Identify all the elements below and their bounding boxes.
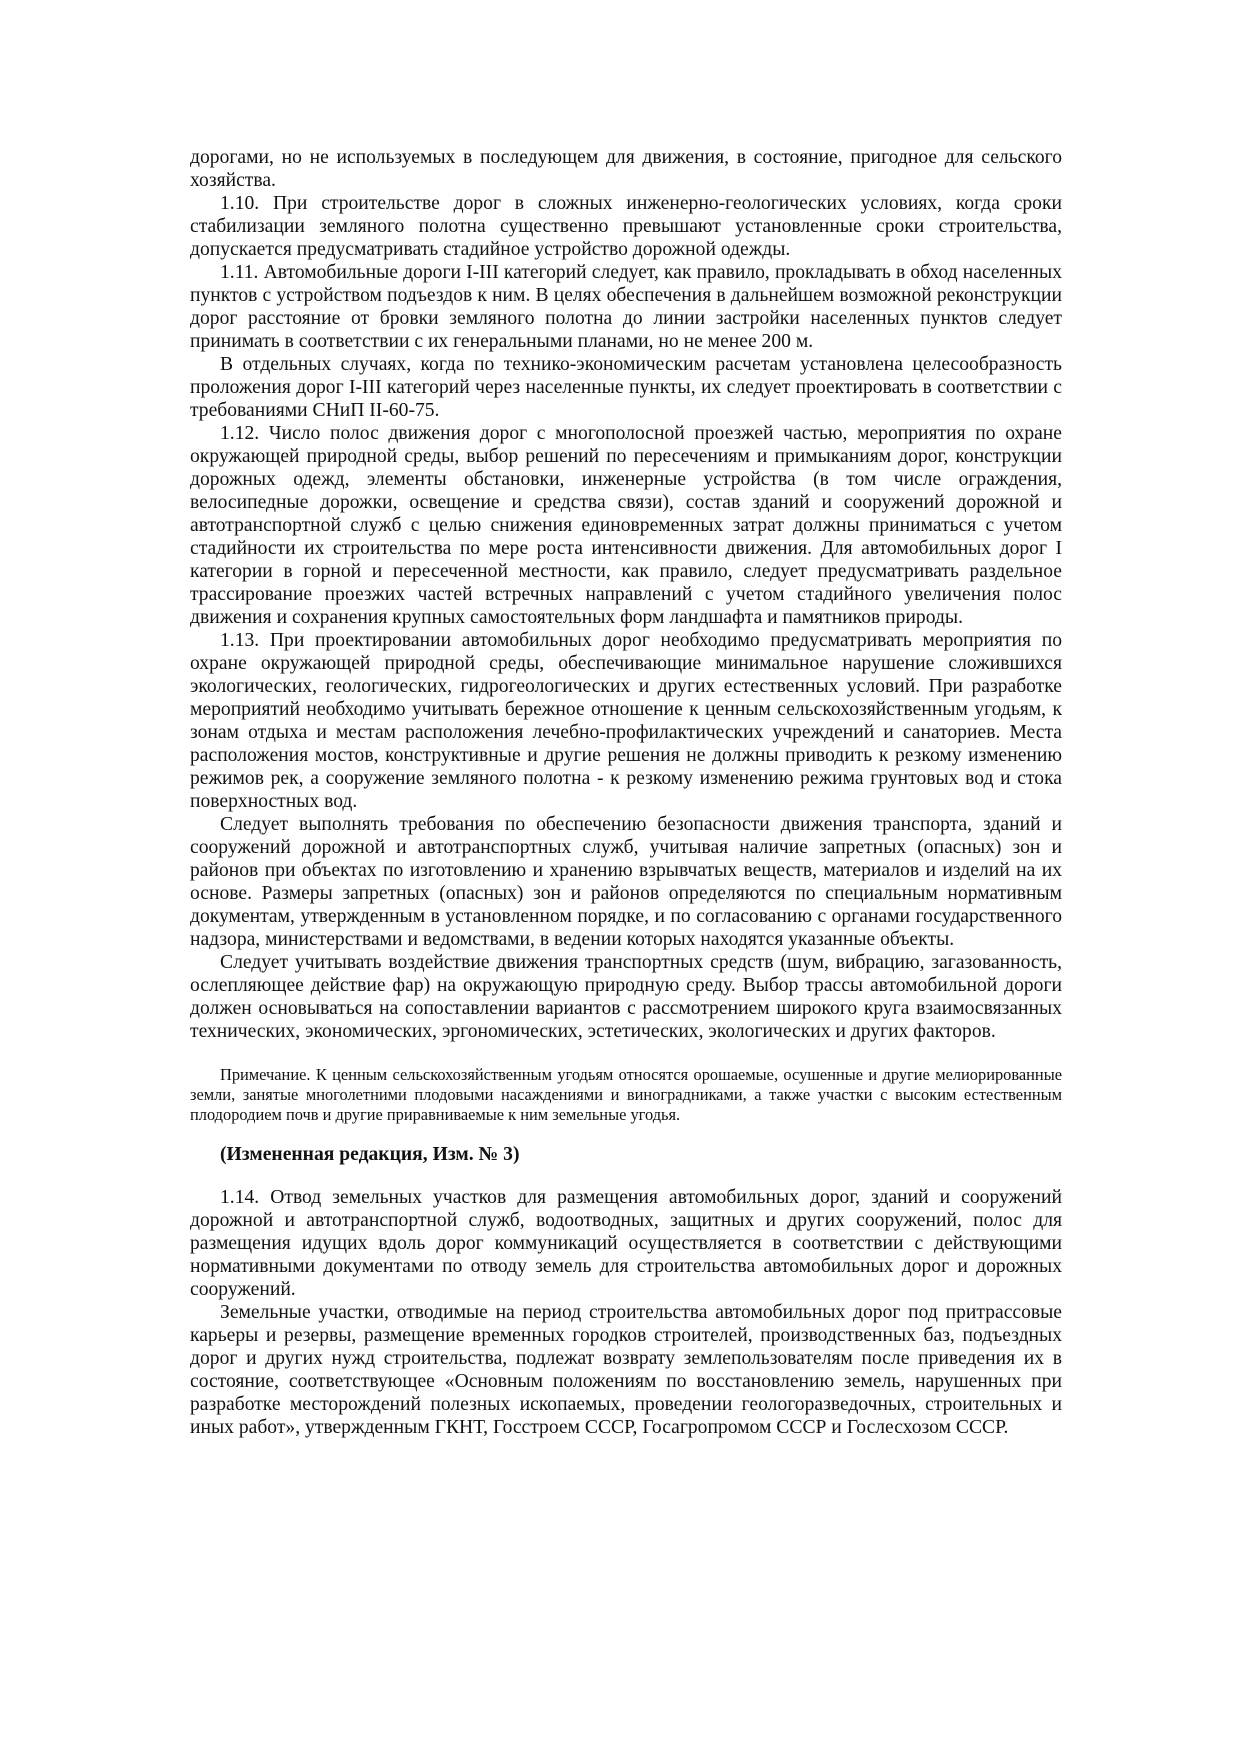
note: Примечание. К ценным сельскохозяйственным угодьям относятся орошаемые, осушенные и другие мелиорированные земли, занятые многолетними плодовыми насаждениями и виноградниками, а также участки с высоким естественным плодородием почв и другие приравниваемые к ним земельные угодья. xyxy=(190,1065,1062,1124)
paragraph-1-10: 1.10. При строительстве дорог в сложных инженерно-геологических условиях, когда сроки стабилизации земляного полотна существенно превышают установленные сроки строительства, допускается предусматривать стадийное устройство дорожной одежды. xyxy=(190,193,1062,260)
paragraph-1-12: 1.12. Число полос движения дорог с многополосной проезжей частью, мероприятия по охране окружающей природной среды, выбор решений по пересечениям и примыканиям дорог, конструкции дорожных одежд, элементы обстановки, инженерные устройства (в том числе ограждения, велосипедные дорожки, освещение и средства связи), состав зданий и сооружений дорожной и автотранспортной служб с целью снижения единовременных затрат должны приниматься с учетом стадийности их строительства по мере роста интенсивности движения. Для автомобильных дорог I категории в горной и пересеченной местности, как правило, следует предусматривать раздельное трассирование проезжих частей встречных направлений с учетом стадийного увеличения полос движения и сохранения крупных самостоятельных форм ландшафта и памятников природы. xyxy=(190,423,1062,628)
paragraph-1-14-cont: Земельные участки, отводимые на период строительства автомобильных дорог под притрассовые карьеры и резервы, размещение временных городков строителей, производственных баз, подъездных дорог и других нужд строительства, подлежат возврату землепользователям после приведения их в состояние, соответствующее «Основным положениям по восстановлению земель, нарушенных при разработке месторождений полезных ископаемых, проведении геологоразведочных, строительных и иных работ», утвержденным ГКНТ, Госстроем СССР, Госагропромом СССР и Гослесхозом СССР. xyxy=(190,1302,1062,1438)
revision-note: (Измененная редакция, Изм. № 3) xyxy=(220,1144,520,1165)
paragraph-1-11-cont: В отдельных случаях, когда по технико-экономическим расчетам установлена целесообразность проложения дорог I-III категорий через населенные пункты, их следует проектировать в соответствии с требованиями СНиП II-60-75. xyxy=(190,354,1062,421)
paragraph-1-13: 1.13. При проектировании автомобильных дорог необходимо предусматривать мероприятия по охране окружающей природной среды, обеспечивающие минимальное нарушение сложившихся экологических, геологических, гидрогеологических и других естественных условий. При разработке мероприятий необходимо учитывать бережное отношение к ценным сельскохозяйственным угодьям, к зонам отдыха и местам расположения лечебно-профилактических учреждений и санаториев. Места расположения мостов, конструктивные и другие решения не должны приводить к резкому изменению режимов рек, а сооружение земляного полотна - к резкому изменению режима грунтовых вод и стока поверхностных вод. xyxy=(190,630,1062,812)
document-page xyxy=(190,146,1062,1439)
paragraph-1-14: 1.14. Отвод земельных участков для размещения автомобильных дорог, зданий и сооружений дорожной и автотранспортной служб, водоотводных, защитных и других сооружений, полос для размещения идущих вдоль дорог коммуникаций осуществляется в соответствии с действующими нормативными документами по отводу земель для строительства автомобильных дорог и дорожных сооружений. xyxy=(190,1187,1062,1300)
paragraph-1-13-safety: Следует выполнять требования по обеспечению безопасности движения транспорта, зданий и сооружений дорожной и автотранспортных служб, учитывая наличие запретных (опасных) зон и районов при объектах по изготовлению и хранению взрывчатых веществ, материалов и изделий на их основе. Размеры запретных (опасных) зон и районов определяются по специальным нормативным документам, утвержденным в установленном порядке, и по согласованию с органами государственного надзора, министерствами и ведомствами, в ведении которых находятся указанные объекты. xyxy=(190,814,1062,950)
paragraph-1-11: 1.11. Автомобильные дороги I-III категорий следует, как правило, прокладывать в обход населенных пунктов с устройством подъездов к ним. В целях обеспечения в дальнейшем возможной реконструкции дорог расстояние от бровки земляного полотна до линии застройки населенных пунктов следует принимать в соответствии с их генеральными планами, но не менее 200 м. xyxy=(190,262,1062,352)
paragraph-continuation: дорогами, но не используемых в последующем для движения, в состояние, пригодное для сельского хозяйства. xyxy=(190,147,1062,191)
paragraph-1-13-environment: Следует учитывать воздействие движения транспортных средств (шум, вибрацию, загазованность, ослепляющее действие фар) на окружающую природную среду. Выбор трассы автомобильной дороги должен основываться на сопоставлении вариантов с рассмотрением широкого круга взаимосвязанных технических, экономических, эргономических, эстетических, экологических и других факторов. xyxy=(190,952,1062,1042)
